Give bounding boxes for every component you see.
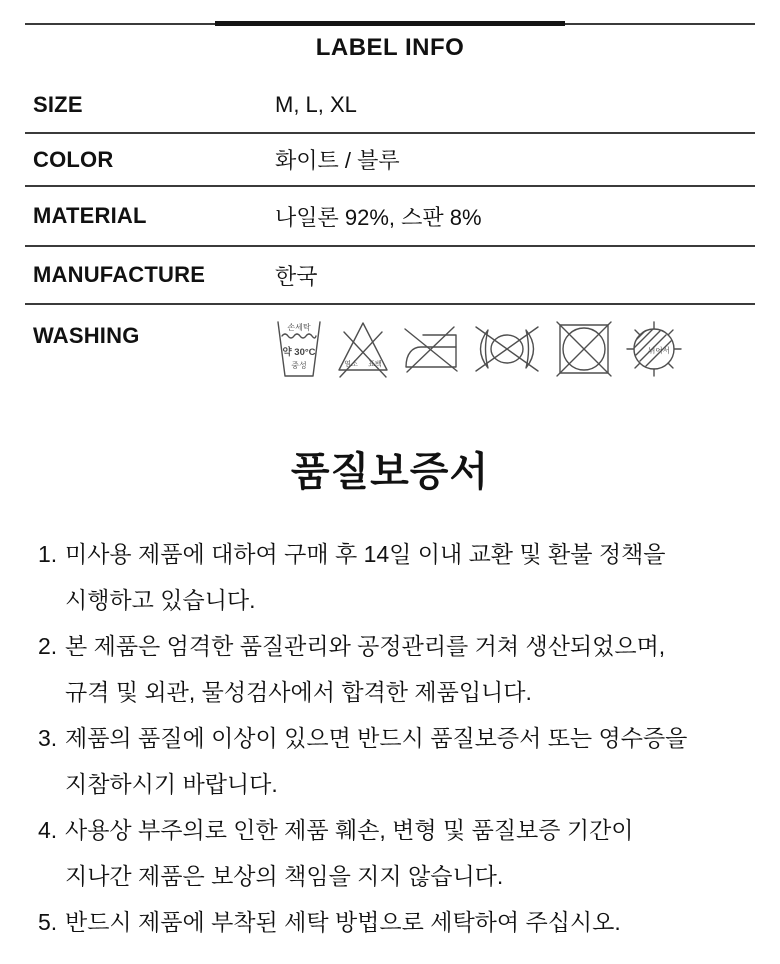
warranty-item	[38, 623, 752, 715]
do-not-iron-icon	[403, 324, 459, 374]
warranty-item-text: 사용상 부주의로 인한 제품 훼손, 변형 및 품질보증 기간이 지나간 제품은 보상의 책임을 지지 않습니다.	[65, 817, 634, 889]
warranty-item-number: 2.	[38, 633, 58, 659]
spec-row-material	[25, 187, 755, 247]
warranty-item-number: 4.	[38, 817, 58, 843]
warranty-item-text: 본 제품은 엄격한 품질관리와 공정관리를 거쳐 생산되었으며, 규격 및 외관, 물성검사에서 합격한 제품입니다.	[65, 633, 666, 705]
washing-icons	[275, 319, 683, 379]
svg-text:손세탁: 손세탁	[287, 323, 311, 332]
spec-row-size	[25, 62, 755, 134]
spec-row-manufacture	[25, 247, 755, 305]
do-not-bleach-icon	[335, 319, 391, 379]
svg-text:뉘어서: 뉘어서	[648, 346, 670, 355]
spec-value-size: M, L, XL	[275, 92, 357, 117]
warranty-item	[38, 715, 752, 807]
warranty-list	[38, 531, 752, 945]
spec-table	[25, 23, 755, 393]
dry-flat-shade-icon	[625, 320, 683, 378]
header-accent-bar	[215, 21, 565, 26]
spec-label-manufacture: MANUFACTURE	[33, 262, 206, 287]
warranty-item-number: 3.	[38, 725, 58, 751]
warranty-item	[38, 899, 752, 945]
spec-label-washing: WASHING	[33, 323, 140, 348]
warranty-item-number: 1.	[38, 541, 58, 567]
svg-text:염소: 염소	[344, 361, 358, 368]
svg-text:중성: 중성	[291, 361, 307, 370]
spec-value-color: 화이트 / 블루	[275, 148, 400, 173]
spec-value-manufacture: 한국	[275, 263, 318, 289]
spec-row-washing	[25, 305, 755, 393]
hand-wash-30c-icon	[275, 319, 323, 379]
spec-label-material: MATERIAL	[33, 203, 147, 228]
spec-value-material: 나일론 92%, 스판 8%	[275, 204, 482, 230]
spec-label-color: COLOR	[33, 146, 114, 172]
do-not-tumble-dry-icon	[555, 320, 613, 378]
do-not-wring-icon	[471, 325, 543, 373]
warranty-item-text: 제품의 품질에 이상이 있으면 반드시 품질보증서 또는 영수증을 지참하시기 바랍니다.	[65, 725, 688, 797]
spec-label-size: SIZE	[33, 92, 83, 117]
warranty-item-number: 5.	[38, 909, 58, 935]
svg-text:표백: 표백	[368, 361, 382, 368]
warranty-item	[38, 531, 752, 623]
warranty-item-text: 반드시 제품에 부착된 세탁 방법으로 세탁하여 주십시오.	[65, 909, 621, 935]
warranty-item-text: 미사용 제품에 대하여 구매 후 14일 이내 교환 및 환불 정책을 시행하고 있습니다.	[65, 541, 666, 613]
warranty-title: 품질보증서	[290, 450, 490, 494]
spec-row-color	[25, 134, 755, 187]
svg-text:약 30°C: 약 30°C	[282, 347, 316, 358]
label-info-title: LABEL INFO	[315, 34, 465, 61]
warranty-item	[38, 807, 752, 899]
